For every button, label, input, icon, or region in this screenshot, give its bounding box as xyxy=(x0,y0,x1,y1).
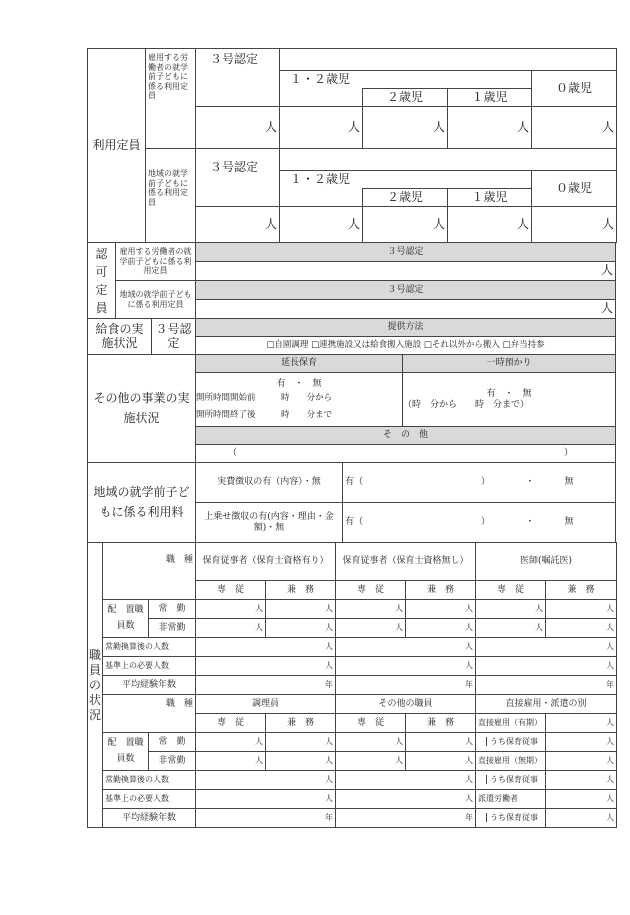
shokushu-label-2: 職 種 xyxy=(103,695,196,733)
haichi-label-2: 配 置職員数 xyxy=(103,733,149,771)
hy-kenmu-jokin[interactable]: 人 xyxy=(266,600,336,619)
ot-kenmu: 兼 務 xyxy=(406,714,476,733)
kijun-label-2: 基準上の必要人数 xyxy=(103,790,196,809)
riyo-local-age0: ０歳児 xyxy=(532,171,617,207)
riyo-emp-age12-value[interactable]: 人 xyxy=(280,107,363,149)
hn-senju-hijokin[interactable]: 人 xyxy=(336,619,406,638)
kyushoku-class3: ３号認定 xyxy=(152,319,196,355)
ot-senju: 専 従 xyxy=(336,714,406,733)
chori-kenmu: 兼 務 xyxy=(266,714,336,733)
hn-kenmu-jokin[interactable]: 人 xyxy=(406,600,476,619)
hy-senju-hijokin[interactable]: 人 xyxy=(196,619,266,638)
dr-kijun[interactable]: 人 xyxy=(476,657,617,676)
fee-jippi-label: 実費徴収の有（内容）・無 xyxy=(196,463,343,503)
riyo-emp-age2-value[interactable]: 人 xyxy=(363,107,448,149)
riyo-local-age0-value[interactable]: 人 xyxy=(532,207,617,243)
riyo-local-class3: ３号認定 xyxy=(196,149,280,207)
riyo-employee-label: 雇用する労働者の就学前子どもに係る利用定員 xyxy=(146,49,196,149)
hoiku-yes-senju: 専 従 xyxy=(196,581,266,600)
kansan-label-2: 常勤換算後の人数 xyxy=(103,771,196,790)
hn-kenmu-hijokin[interactable]: 人 xyxy=(406,619,476,638)
jokin-label-1: 常 勤 xyxy=(149,600,196,619)
keiken-label-2: 平均経験年数 xyxy=(103,809,196,828)
option-other-checkbox[interactable] xyxy=(424,340,432,350)
hijokin-label-2: 非常勤 xyxy=(149,752,196,771)
extended-care-header: 延長保育 xyxy=(196,355,403,373)
haken-value[interactable]: 人 xyxy=(546,790,617,809)
haichi-label-1: 配 置職員数 xyxy=(103,600,149,638)
riyo-emp-age0-value[interactable]: 人 xyxy=(532,107,617,149)
ninka-local-value[interactable]: 人 xyxy=(196,300,616,319)
kyushoku-method-header: 提供方法 xyxy=(196,319,616,337)
ninka-employee-label: 雇用する労働者の就学前子どもに係る利用定員 xyxy=(116,243,196,281)
other-staff-header: その他の職員 xyxy=(336,695,476,714)
hijokin-label-1: 非常勤 xyxy=(149,619,196,638)
riyo-local-age1: １歳児 xyxy=(448,189,532,207)
riyo-emp-age0: ０歳児 xyxy=(532,71,617,107)
hn-kansan[interactable]: 人 xyxy=(336,638,476,657)
extended-start: 開所時間開始前 時 分から xyxy=(196,393,333,404)
hy-kansan[interactable]: 人 xyxy=(196,638,336,657)
direct-open-label: 直接雇用（無期） うち保育従事 xyxy=(476,752,546,790)
ninka-section-label: 認可定員 xyxy=(88,243,116,319)
riyo-local-label: 地域の就学前子どもに係る利用定員 xyxy=(146,149,196,243)
fee-jippi-value[interactable]: 有（ ） ・ 無 xyxy=(343,463,616,503)
direct-fixed-label: 直接雇用（有期） うち保育従事 xyxy=(476,714,546,752)
extended-care-cell[interactable] xyxy=(196,373,403,427)
chori-header: 調理員 xyxy=(196,695,336,714)
riyo-emp-class3: ３号認定 xyxy=(196,49,280,107)
hoiku-no-senju: 専 従 xyxy=(336,581,406,600)
hn-senju-jokin[interactable]: 人 xyxy=(336,600,406,619)
haken-uchi-value[interactable]: 人 xyxy=(546,809,617,828)
dr-senju-jokin[interactable]: 人 xyxy=(476,600,546,619)
direct-open-uchi-value[interactable]: 人 xyxy=(546,771,617,790)
riyo-local-age2: ２歳児 xyxy=(363,189,448,207)
ch-kenmu-jokin[interactable]: 人 xyxy=(266,733,336,752)
riyo-local-age2-value[interactable]: 人 xyxy=(363,207,448,243)
temporary-care-cell[interactable] xyxy=(403,373,616,427)
ninka-emp-value[interactable]: 人 xyxy=(196,262,616,281)
direct-fixed-value[interactable]: 人 xyxy=(546,714,617,733)
dr-senju-hijokin[interactable]: 人 xyxy=(476,619,546,638)
ninka-teiin-table xyxy=(87,242,616,319)
kyushoku-label: 給食の実施状況 xyxy=(88,319,152,355)
temporary-time: （時 分から 時 分まで） xyxy=(403,399,530,410)
ch-senju-hijokin[interactable]: 人 xyxy=(196,752,266,771)
hoiku-no-kenmu: 兼 務 xyxy=(406,581,476,600)
ot-senju-hijokin[interactable]: 人 xyxy=(336,752,406,771)
ot-senju-jokin[interactable]: 人 xyxy=(336,733,406,752)
kansan-label-1: 常勤換算後の人数 xyxy=(103,638,196,657)
dr-kenmu-jokin[interactable]: 人 xyxy=(546,600,617,619)
riyo-emp-age1-value[interactable]: 人 xyxy=(448,107,532,149)
hy-kijun[interactable]: 人 xyxy=(196,657,336,676)
riyo-emp-age1: １歳児 xyxy=(448,89,532,107)
form-sheet xyxy=(87,48,616,828)
riyo-emp-class3-value[interactable]: 人 xyxy=(196,107,280,149)
temporary-care-header: 一時預かり xyxy=(403,355,616,373)
ot-kenmu-hijokin[interactable]: 人 xyxy=(406,752,476,771)
jokin-label-2: 常 勤 xyxy=(149,733,196,752)
riyo-local-age1-value[interactable]: 人 xyxy=(448,207,532,243)
ch-kansan[interactable]: 人 xyxy=(196,771,336,790)
doctor-senju: 専 従 xyxy=(476,581,546,600)
riyo-local-age12: １・２歳児 xyxy=(280,171,532,189)
extended-end: 開所時間終了後 時 分まで xyxy=(196,409,333,420)
hoiku-yes-kenmu: 兼 務 xyxy=(266,581,336,600)
chokusetsu-header: 直接雇用・派遣の別 xyxy=(476,695,617,714)
fee-table xyxy=(87,462,616,543)
ninka-emp-class3: ３号認定 xyxy=(196,243,616,262)
kijun-label-1: 基準上の必要人数 xyxy=(103,657,196,676)
hn-keiken[interactable]: 年 xyxy=(336,676,476,695)
chori-senju: 専 従 xyxy=(196,714,266,733)
fee-uwanose-value[interactable]: 有（ ） ・ 無 xyxy=(343,503,616,543)
ot-kenmu-jokin[interactable]: 人 xyxy=(406,733,476,752)
extended-ari-nashi: 有 ・ 無 xyxy=(276,379,322,390)
ch-kenmu-hijokin[interactable]: 人 xyxy=(266,752,336,771)
riyo-emp-age2: ２歳児 xyxy=(363,89,448,107)
sonota-value[interactable]: （ ） xyxy=(196,445,616,463)
keiken-label-1: 平均経験年数 xyxy=(103,676,196,695)
other-label: その他の事業の実施状況 xyxy=(88,355,196,463)
ch-kijun[interactable]: 人 xyxy=(196,790,336,809)
hy-kenmu-hijokin[interactable]: 人 xyxy=(266,619,336,638)
ninka-local-label: 地域の就学前子どもに係る利用定員 xyxy=(116,281,196,319)
hn-kijun[interactable]: 人 xyxy=(336,657,476,676)
fee-label: 地域の就学前子どもに係る利用料 xyxy=(88,463,196,543)
dr-keiken[interactable]: 年 xyxy=(476,676,617,695)
doctor-header: 医師(嘱託医) xyxy=(476,543,617,581)
hy-senju-jokin[interactable]: 人 xyxy=(196,600,266,619)
riyo-local-age12-value[interactable]: 人 xyxy=(280,207,363,243)
ninka-local-class3: ３号認定 xyxy=(196,281,616,300)
kyushoku-options: □ 自園調理 □ 連携施設又は給食搬入施設 □ それ以外から搬入 □ 弁当持参 xyxy=(196,337,616,355)
riyo-local-class3-value[interactable]: 人 xyxy=(196,207,280,243)
staff-section-label: 職員の状況 xyxy=(88,543,103,828)
dr-kansan[interactable]: 人 xyxy=(476,638,617,657)
option-renkei-checkbox[interactable] xyxy=(311,340,319,350)
dr-kenmu-hijokin[interactable]: 人 xyxy=(546,619,617,638)
hoiku-yes-header: 保育従事者（保育士資格有り） xyxy=(196,543,336,581)
ch-senju-jokin[interactable]: 人 xyxy=(196,733,266,752)
other-business-table xyxy=(87,354,616,463)
riyo-section-label: 利用定員 xyxy=(88,49,146,243)
kyushoku-table xyxy=(87,318,616,355)
fee-uwanose-label: 上乗せ徴収の有(内容・理由・金額)・無 xyxy=(196,503,343,543)
riyo-emp-age12: １・２歳児 xyxy=(280,71,532,89)
sonota-header: そ の 他 xyxy=(196,427,616,445)
haken-label: 派遣労働者 うち保育従事 xyxy=(476,790,546,828)
staff-table xyxy=(87,542,617,828)
direct-fixed-uchi-value[interactable]: 人 xyxy=(546,733,617,752)
ch-keiken[interactable]: 年 xyxy=(196,809,336,828)
hy-keiken[interactable]: 年 xyxy=(196,676,336,695)
direct-open-value[interactable]: 人 xyxy=(546,752,617,771)
option-bento-checkbox[interactable] xyxy=(503,340,511,350)
ot-kansan[interactable]: 人 xyxy=(336,771,476,790)
temporary-ari-nashi: 有 ・ 無 xyxy=(486,389,532,400)
ot-keiken[interactable]: 年 xyxy=(336,809,476,828)
ot-kijun[interactable]: 人 xyxy=(336,790,476,809)
doctor-kenmu: 兼 務 xyxy=(546,581,617,600)
hoiku-no-header: 保育従事者（保育士資格無し） xyxy=(336,543,476,581)
riyo-teiin-table xyxy=(87,48,617,243)
shokushu-label-1: 職 種 xyxy=(103,543,196,600)
